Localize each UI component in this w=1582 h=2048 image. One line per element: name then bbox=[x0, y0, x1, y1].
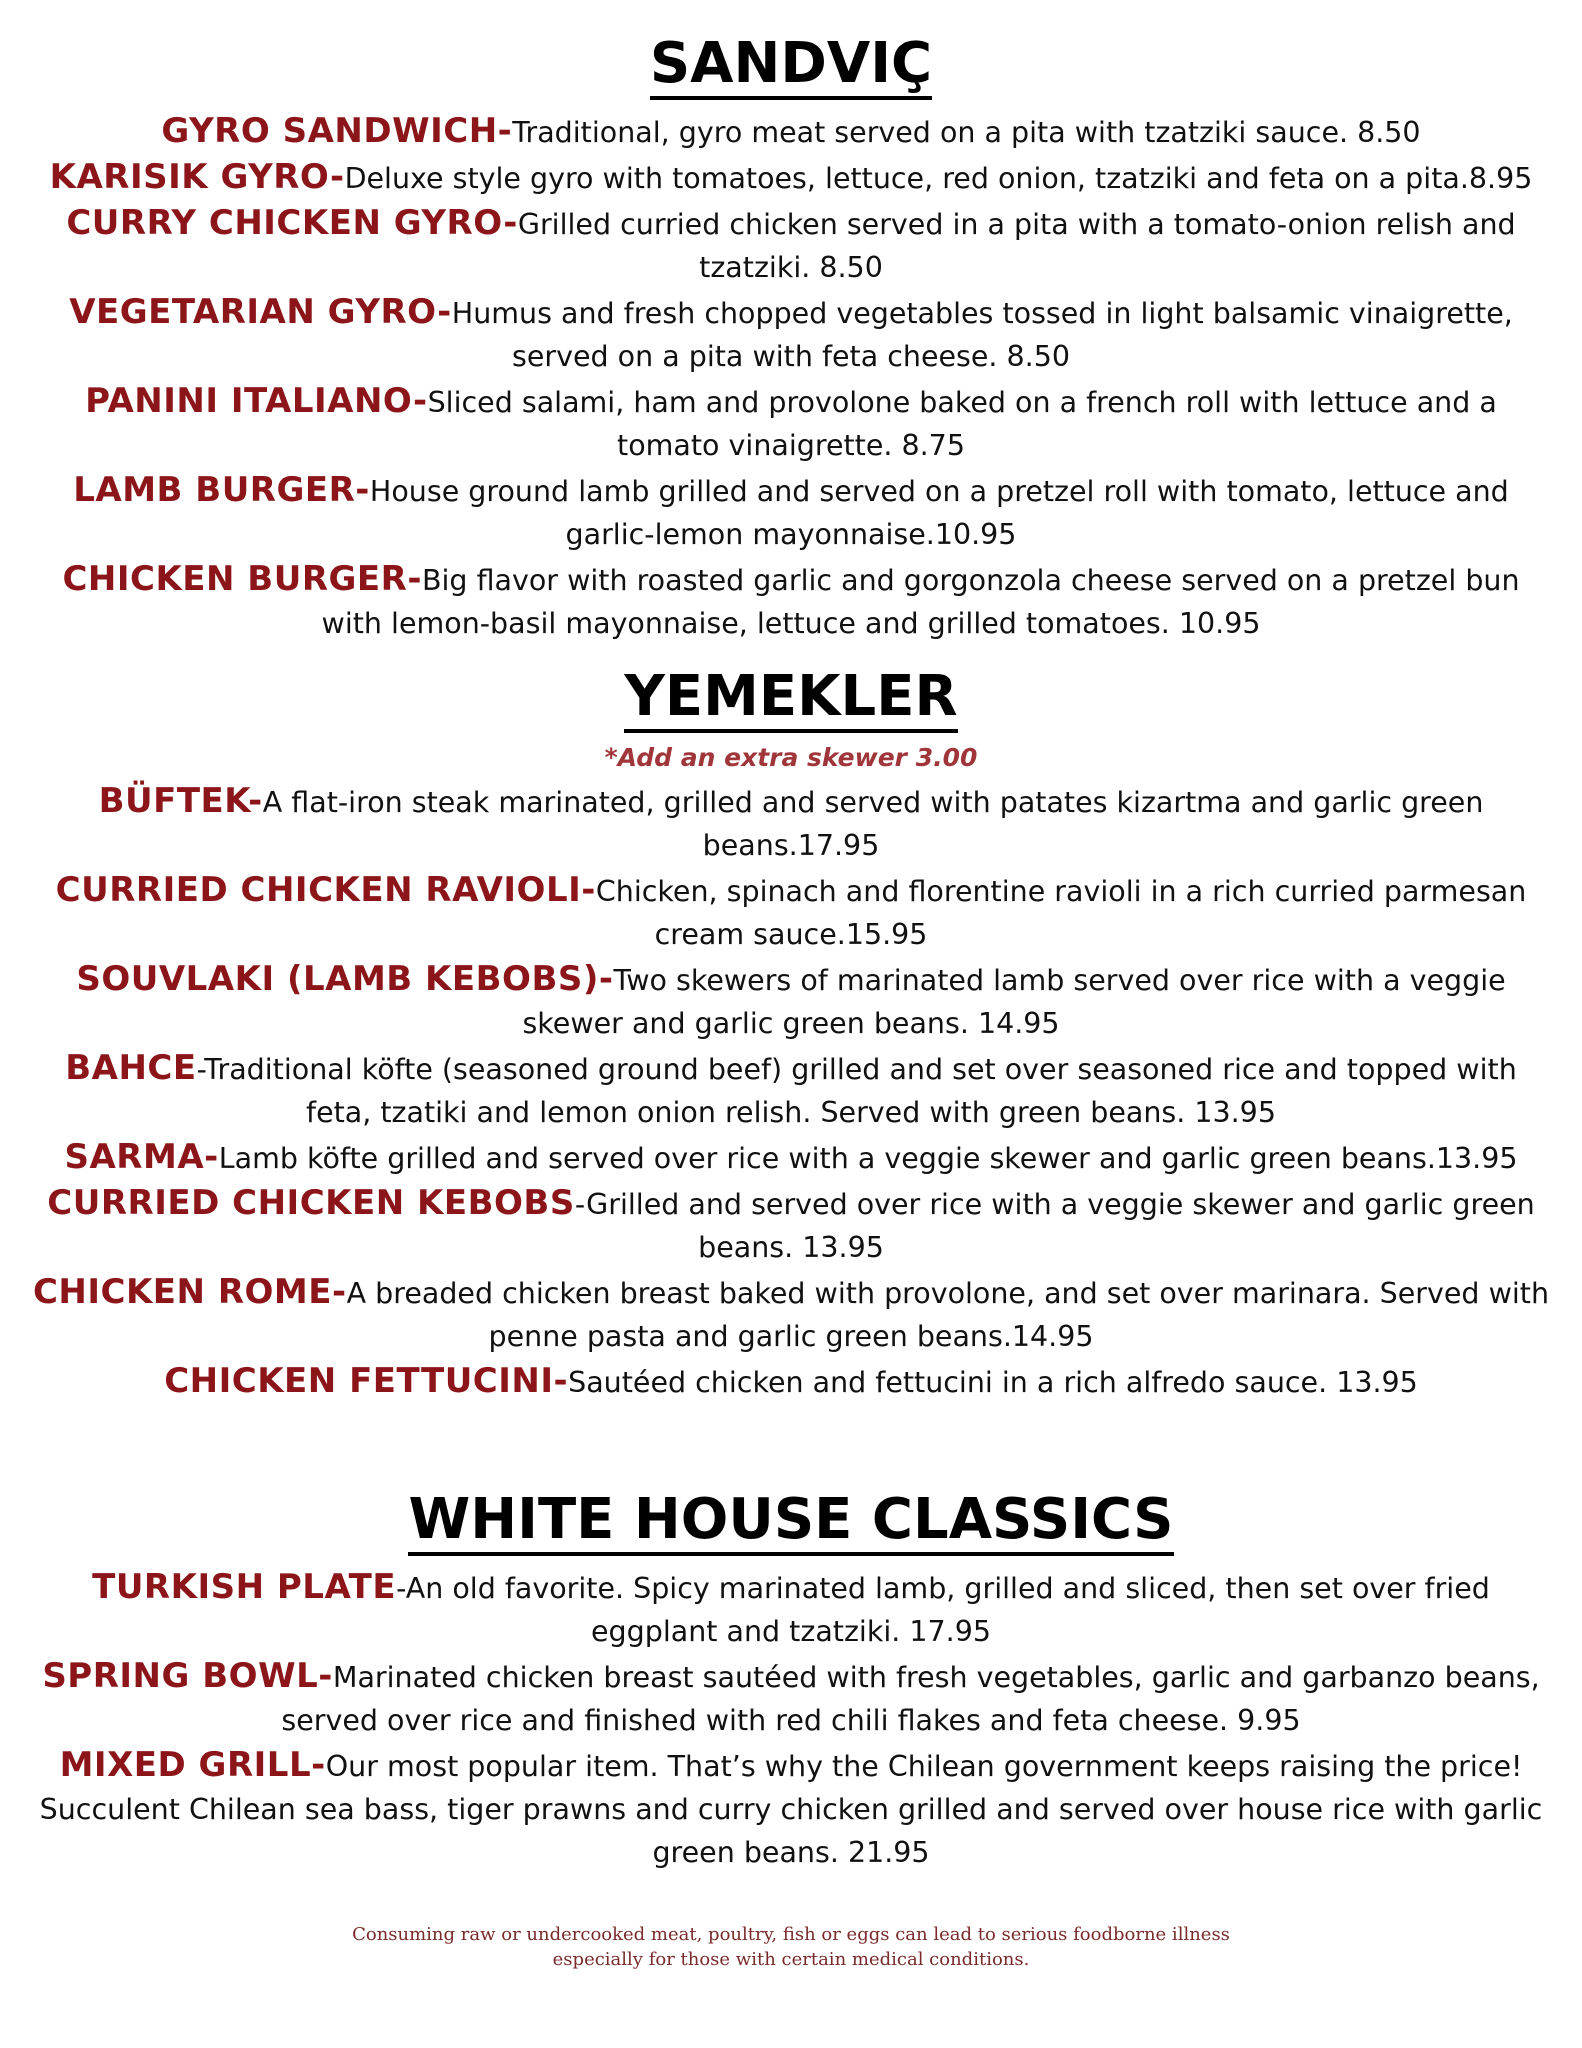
menu-item bbox=[30, 380, 1552, 467]
section-yemekler bbox=[30, 647, 1552, 1404]
item-name: CHICKEN ROME- bbox=[32, 1272, 347, 1312]
menu-item bbox=[30, 110, 1552, 154]
menu-item bbox=[30, 156, 1552, 200]
item-name: CHICKEN FETTUCINI- bbox=[164, 1361, 569, 1401]
item-name: VEGETARIAN GYRO- bbox=[69, 292, 452, 332]
item-description: Chicken, spinach and florentine ravioli in a rich curried parmesan cream sauce.15.95 bbox=[595, 875, 1527, 951]
item-description: Two skewers of marinated lamb served over rice with a veggie skewer and garlic green beans. 14.95 bbox=[522, 964, 1506, 1040]
item-description: Marinated chicken breast sautéed with fresh vegetables, garlic and garbanzo beans, served over rice and finished with red chili flakes and feta cheese. 9.95 bbox=[281, 1661, 1540, 1737]
item-description: Sliced salami, ham and provolone baked on a french roll with lettuce and a tomato vinaigrette. 8.75 bbox=[427, 386, 1497, 462]
item-description: Grilled curried chicken served in a pita with a tomato-onion relish and tzatziki. 8.50 bbox=[517, 208, 1516, 284]
item-description: Big flavor with roasted garlic and gorgonzola cheese served on a pretzel bun with lemon-basil mayonnaise, lettuce and grilled tomatoes. 10.95 bbox=[321, 564, 1520, 640]
menu-item bbox=[30, 958, 1552, 1045]
menu-item-list bbox=[30, 1566, 1552, 1874]
menu-item bbox=[30, 1360, 1552, 1404]
item-name: KARISIK GYRO- bbox=[49, 157, 345, 197]
menu-item bbox=[30, 1744, 1552, 1874]
menu-item bbox=[30, 1655, 1552, 1742]
item-name: BAHCE bbox=[65, 1048, 197, 1088]
item-description: Deluxe style gyro with tomatoes, lettuce, red onion, tzatziki and feta on a pita.8.95 bbox=[344, 162, 1533, 195]
section-title: YEMEKLER bbox=[624, 669, 957, 733]
item-description: Sautéed chicken and fettucini in a rich alfredo sauce. 13.95 bbox=[568, 1366, 1418, 1399]
menu-item bbox=[30, 1136, 1552, 1180]
section-sandvic bbox=[30, 31, 1552, 645]
item-name: TURKISH PLATE bbox=[92, 1567, 397, 1607]
menu-item bbox=[30, 1182, 1552, 1269]
menu-item bbox=[30, 869, 1552, 956]
menu-item bbox=[30, 1047, 1552, 1134]
item-name: CHICKEN BURGER- bbox=[62, 559, 422, 599]
item-description: A flat-iron steak marinated, grilled and served with patates kizartma and garlic green beans.17.95 bbox=[262, 786, 1484, 862]
item-description: Our most popular item. That’s why the Chilean government keeps raising the price! Succulent Chilean sea bass, tiger prawns and curry chicken grilled and served over house rice with garlic green beans. 21.95 bbox=[39, 1750, 1543, 1869]
item-description: Traditional, gyro meat served on a pita with tzatziki sauce. 8.50 bbox=[512, 116, 1421, 149]
item-description: -An old favorite. Spicy marinated lamb, grilled and sliced, then set over fried eggplant and tzatziki. 17.95 bbox=[396, 1572, 1490, 1648]
item-description: Lamb köfte grilled and served over rice with a veggie skewer and garlic green beans.13.95 bbox=[218, 1142, 1518, 1175]
item-description: A breaded chicken breast baked with provolone, and set over marinara. Served with penne pasta and garlic green beans.14.95 bbox=[346, 1277, 1550, 1353]
item-name: SOUVLAKI (LAMB KEBOBS)- bbox=[76, 959, 614, 999]
item-description: Humus and fresh chopped vegetables tossed in light balsamic vinaigrette, served on a pita with feta cheese. 8.50 bbox=[451, 297, 1513, 373]
item-description: -Traditional köfte (seasoned ground beef) grilled and set over seasoned rice and topped with feta, tzatiki and lemon onion relish. Served with green beans. 13.95 bbox=[196, 1053, 1517, 1129]
menu-item bbox=[30, 291, 1552, 378]
menu-item bbox=[30, 1271, 1552, 1358]
section-title: WHITE HOUSE CLASSICS bbox=[408, 1492, 1173, 1556]
item-name: BÜFTEK- bbox=[98, 781, 263, 821]
item-name: SARMA- bbox=[64, 1137, 219, 1177]
item-description: -Grilled and served over rice with a veggie skewer and garlic green beans. 13.95 bbox=[574, 1188, 1535, 1264]
food-safety-disclaimer: Consuming raw or undercooked meat, poultry, fish or eggs can lead to serious foodborne illness especially for those with certain medical conditions. bbox=[352, 1924, 1230, 1970]
menu-item bbox=[30, 469, 1552, 556]
item-name: LAMB BURGER- bbox=[73, 470, 370, 510]
item-name: CURRIED CHICKEN RAVIOLI- bbox=[55, 870, 596, 910]
menu-item bbox=[30, 1566, 1552, 1653]
item-name: GYRO SANDWICH- bbox=[161, 111, 513, 151]
section-note: *Add an extra skewer 3.00 bbox=[604, 743, 978, 772]
item-name: CURRY CHICKEN GYRO- bbox=[66, 203, 518, 243]
item-name: MIXED GRILL- bbox=[59, 1745, 326, 1785]
item-name: CURRIED CHICKEN KEBOBS bbox=[47, 1183, 575, 1223]
menu-item bbox=[30, 780, 1552, 867]
menu-item-list bbox=[30, 780, 1552, 1404]
menu-item bbox=[30, 558, 1552, 645]
menu-item bbox=[30, 202, 1552, 289]
section-title: SANDVIÇ bbox=[650, 36, 932, 100]
item-name: PANINI ITALIANO- bbox=[85, 381, 428, 421]
menu-item-list bbox=[30, 110, 1552, 645]
section-white-house-classics bbox=[30, 1406, 1552, 1874]
item-name: SPRING BOWL- bbox=[42, 1656, 333, 1696]
item-description: House ground lamb grilled and served on a pretzel roll with tomato, lettuce and garlic-lemon mayonnaise.10.95 bbox=[369, 475, 1509, 551]
